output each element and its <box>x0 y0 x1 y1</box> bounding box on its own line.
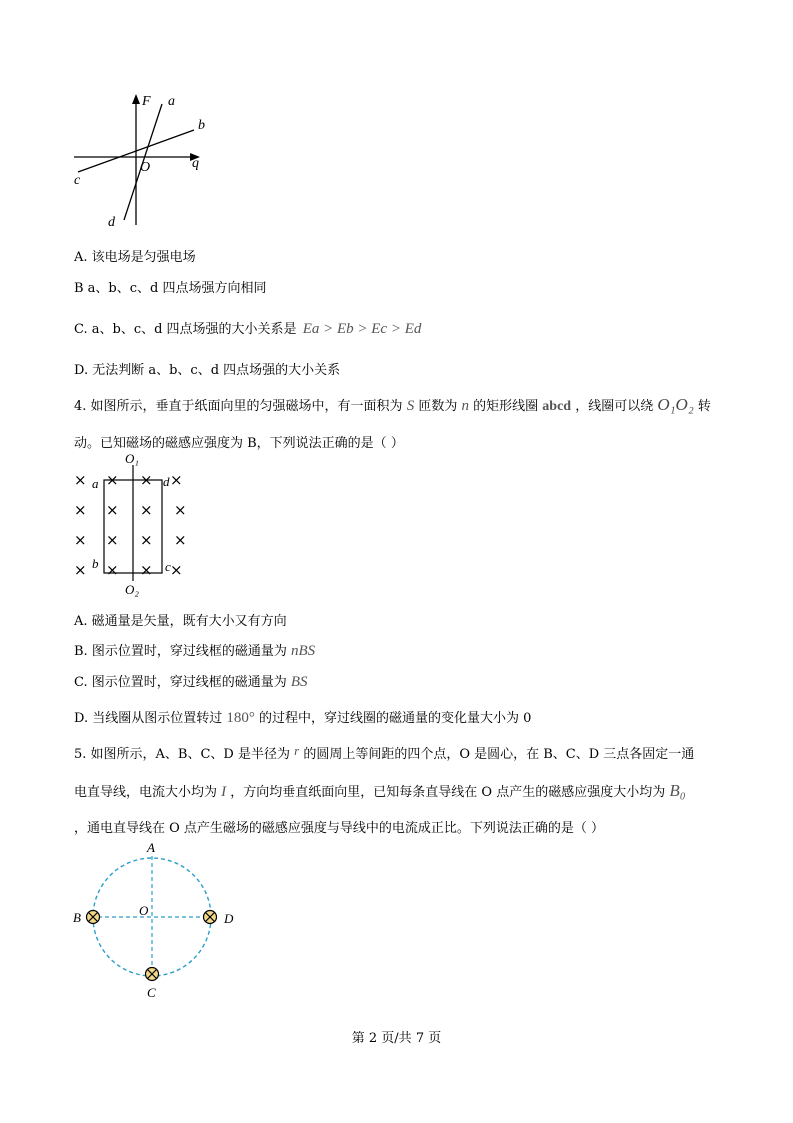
q5-sym-B0: B₀ <box>669 781 686 800</box>
q4-sym-axis: O₁O₂ <box>657 395 694 414</box>
wire-d-marker <box>204 911 217 924</box>
q4-option-c-math: BS <box>290 674 308 690</box>
circle-wires-figure <box>70 840 250 1010</box>
q5-stem-line1 <box>74 743 694 762</box>
q5-sym-r: r <box>294 743 300 758</box>
label-O2: O₂ <box>125 582 139 597</box>
label-B: B <box>73 910 81 925</box>
q5-stem-part2: 的圆周上等间距的四个点，O 是圆心，在 B、C、D 三点各固定一通 <box>303 747 695 762</box>
q4-stem-part5: 转 <box>697 399 711 414</box>
field-cross-icon: × <box>170 471 183 489</box>
label-c: c <box>74 173 81 188</box>
field-cross-icon: × <box>140 471 153 489</box>
q5-stem-part3: 电直导线，电流大小均为 <box>74 785 218 800</box>
field-cross-icon: × <box>106 471 119 489</box>
q5-stem-line3: ，通电直导线在 O 点产生磁场的磁感应强度与导线中的电流成正比。下列说法正确的是（ ） <box>74 821 605 836</box>
q5-sym-I: I <box>221 784 227 800</box>
label-q: q <box>192 156 199 171</box>
field-cross-icon: × <box>74 471 87 489</box>
q4-option-d <box>74 707 531 727</box>
q4-option-c-text: C. 图示位置时，穿过线框的磁通量为 <box>74 675 287 690</box>
field-cross-icon: × <box>170 561 183 579</box>
q5-stem-line2 <box>74 781 686 801</box>
field-cross-icon: × <box>74 531 87 549</box>
q4-option-b <box>74 640 315 660</box>
q4-stem-part1: 4. 如图所示，垂直于纸面向里的匀强磁场中，有一面积为 <box>74 399 403 414</box>
field-cross-icon: × <box>106 501 119 519</box>
field-cross-icon: × <box>140 561 153 579</box>
page-footer: 第 2 页/共 7 页 <box>351 1031 442 1046</box>
q3-option-a: A. 该电场是匀强电场 <box>74 250 196 265</box>
field-cross-icon: × <box>106 531 119 549</box>
q4-option-a: A. 磁通量是矢量，既有大小又有方向 <box>74 614 287 629</box>
q4-stem-part3: 的矩形线圈 <box>473 399 539 414</box>
corner-c: c <box>165 559 171 574</box>
field-cross-icon: × <box>174 501 187 519</box>
q4-option-b-math: nBS <box>290 643 316 659</box>
q4-sym-n: n <box>461 398 469 414</box>
corner-d: d <box>163 474 170 489</box>
q4-stem-line2: 动。已知磁场的磁感应强度为 B，下列说法正确的是（ ） <box>74 436 404 451</box>
q3-option-c-formula: Ea > Eb > Ec > Ed <box>302 321 422 337</box>
q4-option-b-text: B. 图示位置时，穿过线框的磁通量为 <box>74 644 287 659</box>
coil-in-field-figure <box>70 451 200 597</box>
q4-stem-part2: 匝数为 <box>418 399 458 414</box>
fq-graph-figure <box>70 90 220 230</box>
wire-c-marker <box>146 968 159 981</box>
corner-b: b <box>92 556 99 571</box>
field-cross-icon: × <box>140 531 153 549</box>
label-a: a <box>168 94 175 109</box>
label-O: O <box>140 160 151 175</box>
q3-option-d: D. 无法判断 a、b、c、d 四点场强的大小关系 <box>74 363 341 378</box>
q4-sym-S: S <box>406 398 415 414</box>
label-C: C <box>147 985 156 1000</box>
field-cross-icon: × <box>106 561 119 579</box>
q4-sym-abcd: abcd <box>542 399 572 414</box>
q4-option-c <box>74 671 308 691</box>
q4-option-d-math: 180° <box>226 710 255 726</box>
field-cross-icon: × <box>74 501 87 519</box>
q4-option-d-text1: D. 当线圈从图示位置转过 <box>74 711 223 726</box>
label-D: D <box>224 911 234 926</box>
field-cross-icon: × <box>74 561 87 579</box>
field-cross-icon: × <box>174 531 187 549</box>
q4-stem-line1 <box>74 395 711 415</box>
q3-option-c-text: C. a、b、c、d 四点场强的大小关系是 <box>74 322 297 337</box>
q3-option-b: B a、b、c、d 四点场强方向相同 <box>74 281 267 296</box>
label-A: A <box>147 840 155 855</box>
label-b: b <box>198 118 205 133</box>
wire-b-marker <box>87 911 100 924</box>
q4-option-d-text2: 的过程中，穿过线圈的磁通量的变化量大小为 0 <box>259 711 532 726</box>
field-cross-icon: × <box>140 501 153 519</box>
label-F: F <box>142 94 151 109</box>
corner-a: a <box>92 476 99 491</box>
q4-stem-part4: ，线圈可以绕 <box>575 399 654 414</box>
q3-option-c <box>74 318 421 338</box>
q5-stem-part1: 5. 如图所示，A、B、C、D 是半径为 <box>74 747 290 762</box>
label-O1: O₁ <box>125 451 139 466</box>
label-O: O <box>139 903 149 918</box>
q5-stem-part4: ，方向均垂直纸面向里，已知每条直导线在 O 点产生的磁感应强度大小均为 <box>230 785 666 800</box>
label-d: d <box>108 215 115 230</box>
